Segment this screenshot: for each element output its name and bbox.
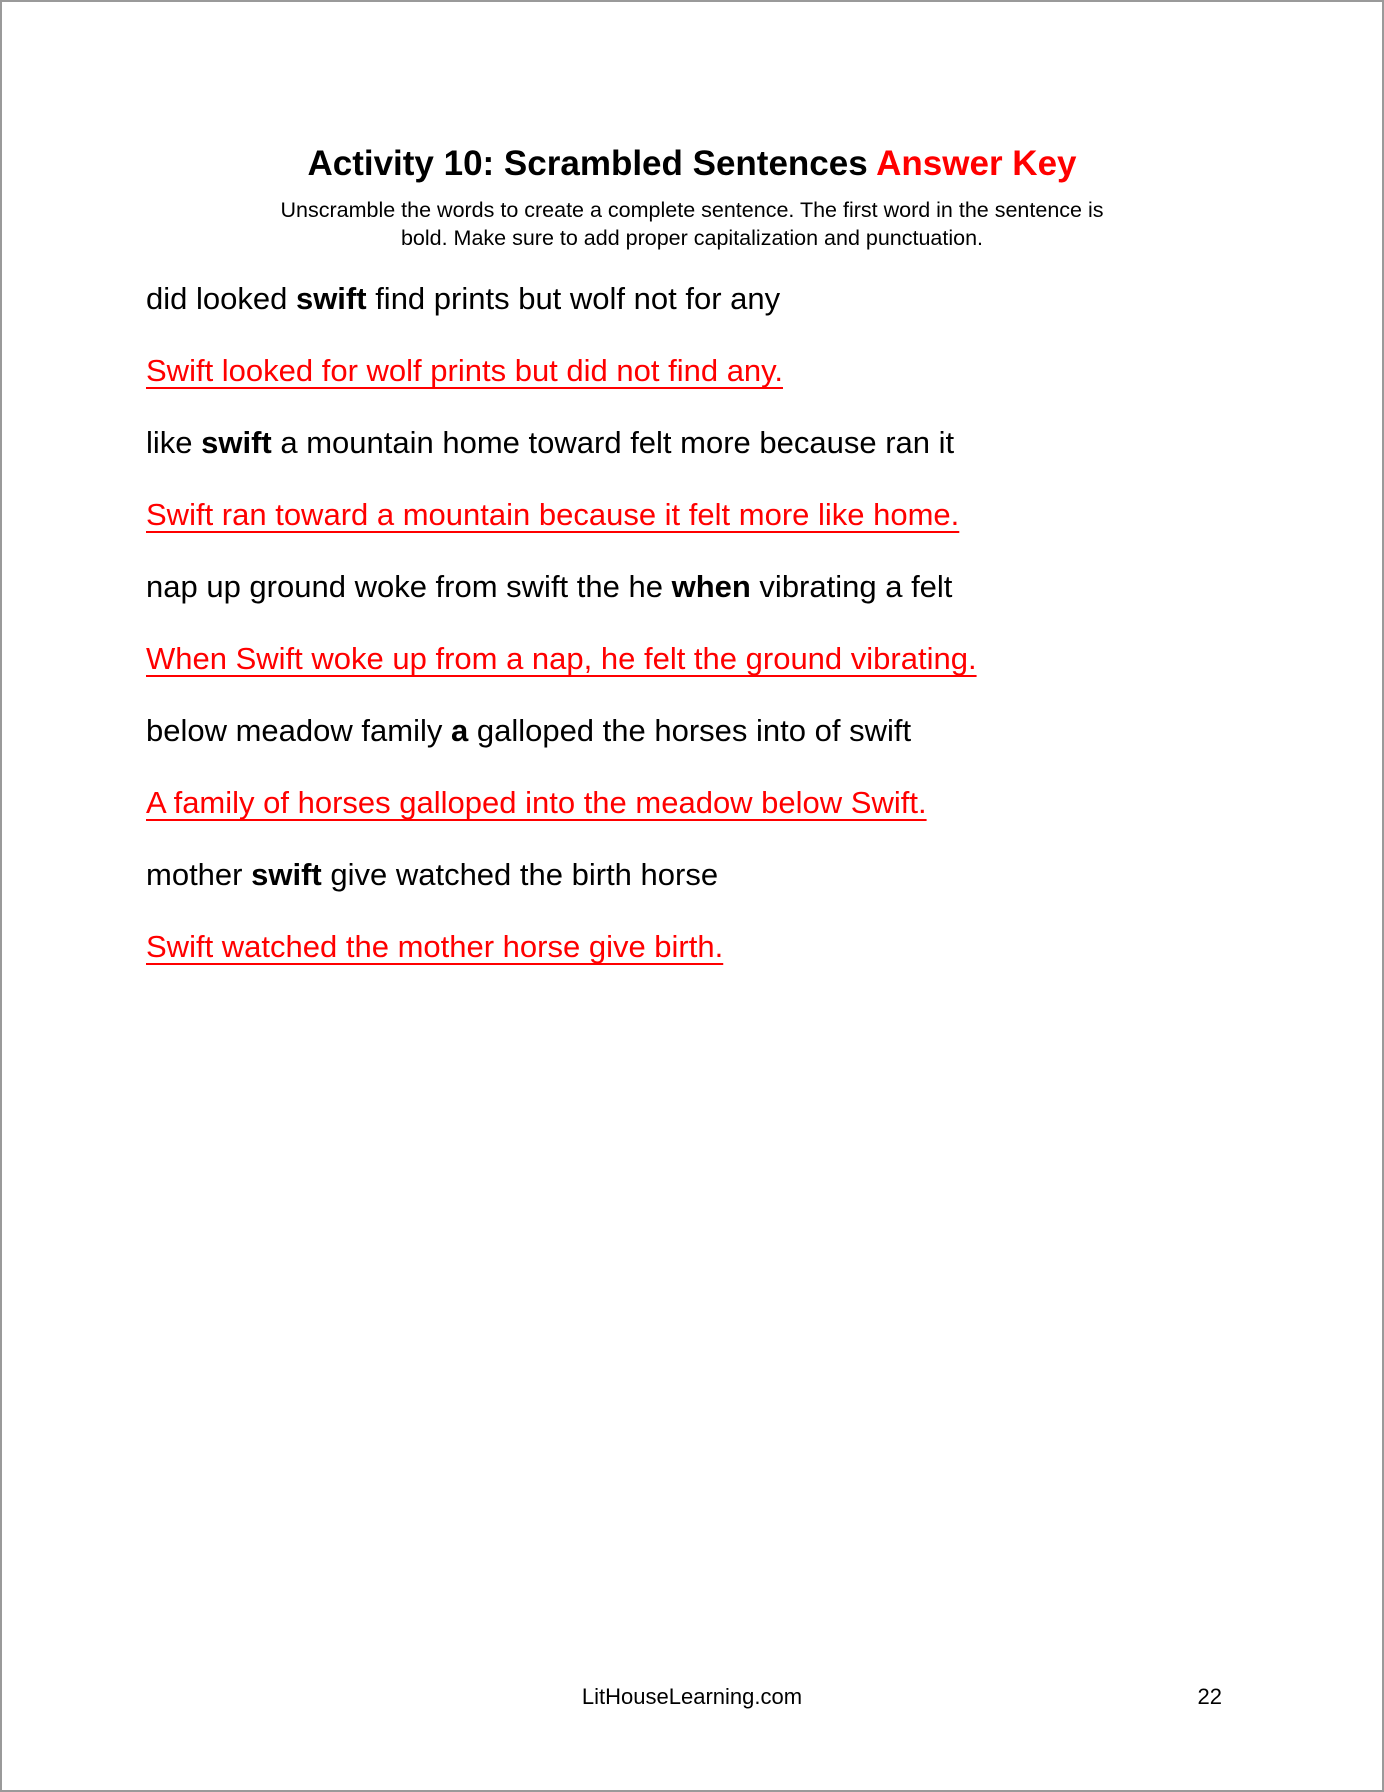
page-title-main: Activity 10: Scrambled Sentences [307,144,877,183]
scrambled-sentence-1 [146,280,1262,318]
scrambled-text: mother [146,857,252,892]
scrambled-text: a mountain home toward felt more because ran it [271,425,955,460]
instructions-line-1: Unscramble the words to create a complete sentence. The first word in the sentence is [280,198,1104,222]
scrambled-text: galloped the horses into of swift [468,713,912,748]
instructions [2,196,1382,252]
scrambled-text: give watched the birth horse [321,857,719,892]
scrambled-bold-word: a [450,713,469,748]
scrambled-bold-word: swift [295,281,367,316]
sentence-list [146,280,1262,966]
scrambled-sentence-2 [146,424,1262,462]
scrambled-bold-word: when [671,569,751,604]
answer-sentence-1: Swift looked for wolf prints but did not find any. [146,353,783,388]
answer-sentence-2: Swift ran toward a mountain because it felt more like home. [146,497,960,532]
answer-key-label: Answer Key [876,144,1077,183]
answer-sentence-5: Swift watched the mother horse give birth. [146,929,724,964]
scrambled-sentence-4 [146,712,1262,750]
scrambled-text: vibrating a felt [750,569,953,604]
page-number: 22 [1197,1684,1222,1709]
instructions-line-2: bold. Make sure to add proper capitalization and punctuation. [400,226,984,250]
scrambled-sentence-3 [146,568,1262,606]
answer-sentence-3: When Swift woke up from a nap, he felt the ground vibrating. [146,641,977,676]
scrambled-text: did looked [146,281,296,316]
scrambled-text: find prints but wolf not for any [366,281,781,316]
scrambled-bold-word: swift [251,857,322,892]
page-title [2,144,1382,184]
footer-site: LitHouseLearning.com [581,1684,803,1709]
answer-sentence-4: A family of horses galloped into the meadow below Swift. [146,785,927,820]
scrambled-text: like [146,425,202,460]
scrambled-text: nap up ground woke from swift the he [146,569,672,604]
scrambled-text: below meadow family [146,713,451,748]
scrambled-sentence-5 [146,856,1262,894]
scrambled-bold-word: swift [201,425,272,460]
